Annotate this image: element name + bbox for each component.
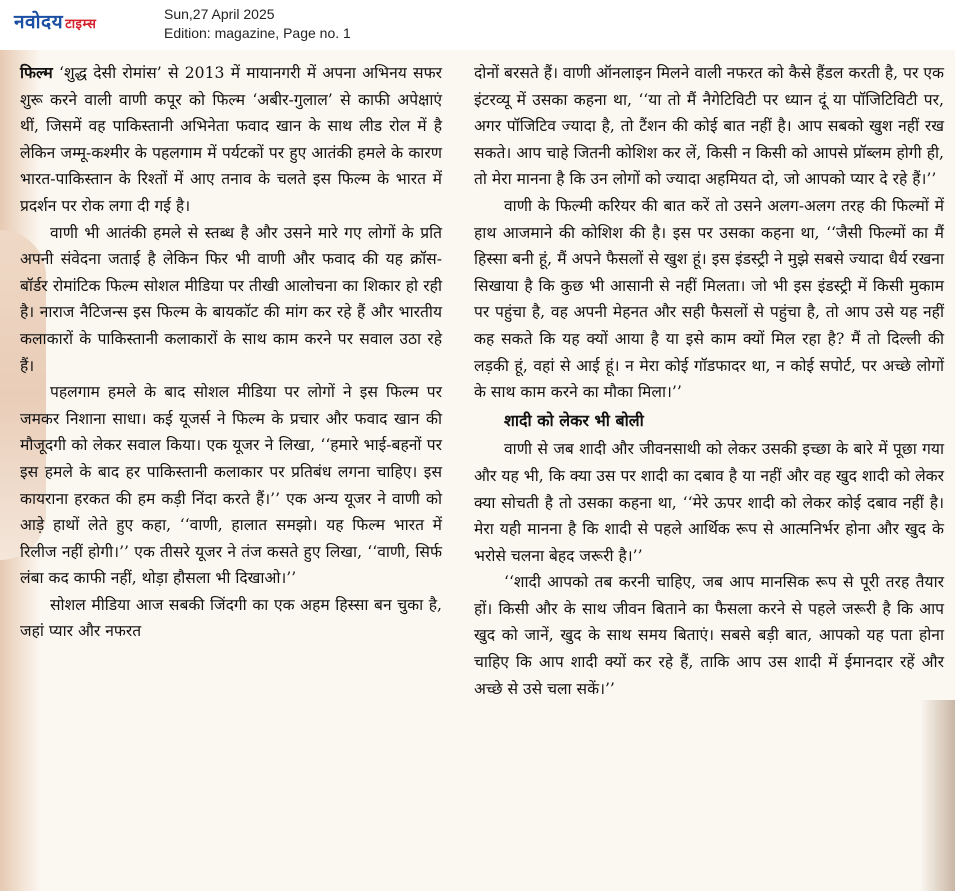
lead-word: फिल्म	[20, 63, 53, 82]
article-paragraph: पहलगाम हमले के बाद सोशल मीडिया पर लोगों ने इस फिल्म पर जमकर निशाना साधा। कई यूजर्स ने फिल्म के प्रचार और फवाद खान की मौजूदगी को लेकर सवाल किया। एक यूजर ने लिखा, ‘‘हमारे भाई-बहनों पर इस हमले के बाद हर पाकिस्तानी कलाकार पर प्रतिबंध लगना चाहिए। इस कायराना हरकत की हम कड़ी निंदा करते हैं।’’ एक अन्य यूजर ने वाणी को आड़े हाथों लेते हुए कहा, ‘‘वाणी, हालात समझो। यह फिल्म भारत में रिलीज नहीं होगी।’’ एक तीसरे यूजर ने तंज कसते हुए लिखा, ‘‘वाणी, सिर्फ लंबा कद काफी नहीं, थोड़ा हौसला भी दिखाओ।’’	[20, 383, 442, 588]
logo-main-text: नवोदय	[14, 11, 64, 33]
article-paragraph: दोनों बरसते हैं। वाणी ऑनलाइन मिलने वाली नफरत को कैसे हैंडल करती है, पर एक इंटरव्यू में उसका कहना था, ‘‘या तो मैं नैगेटिविटी पर ध्यान दूं या पॉजिटिविटी पर, अगर पॉजिटिव ज्यादा है, तो टैंशन की कोई बात नहीं है। आप सबको खुश नहीं रख सकते। आप चाहे जितनी कोशिश कर लें, किसी न किसी को आपसे प्रॉब्लम होगी ही, तो मेरा मानना है कि उन लोगों को ज्यादा अहमियत दो, जो आपको प्यार दे रहे हैं।’’	[474, 64, 944, 189]
article-paragraph: वाणी के फिल्मी करियर की बात करें तो उसने अलग-अलग तरह की फिल्मों में हाथ आजमाने की कोशिश की है। इस पर उसका कहना था, ‘‘जैसी फिल्मों का मैं हिस्सा बनी हूं, मैं अपने फैसलों से खुश हूं। इस इंडस्ट्री ने मुझे सबसे ज्यादा धैर्य रखना सिखाया है कि कुछ भी आसानी से नहीं मिलता। जो भी इस इंडस्ट्री में किसी मुकाम पर पहुंचा है, वह अपनी मेहनत और सही फैसलों से पहुंचा है, तो आप उसे यह नहीं कह सकते कि यह क्यों आया है या इसे काम क्यों मिल रहा है? मैं तो दिल्ली की लड़की हूं, वहां से आई हूं। न मेरा कोई गॉडफादर था, न कोई सपोर्ट, पर अच्छे लोगों के साथ काम करने का मौका मिला।’’	[474, 196, 944, 402]
article-column-right	[474, 60, 944, 702]
article-paragraph: वाणी से जब शादी और जीवनसाथी को लेकर उसकी इच्छा के बारे में पूछा गया और यह भी, कि क्या उस पर शादी का दबाव है या नहीं और वह खुद शादी को लेकर क्या सोचती है तो उसका कहना था, ‘‘मेरे ऊपर शादी को लेकर कोई दबाव नहीं है। मेरा यही मानना है कि शादी से पहले आर्थिक रूप से आत्मनिर्भर होना और खुद के भरोसे चलना बेहद जरूरी है।’’	[474, 440, 944, 565]
article-paragraph: सोशल मीडिया आज सबकी जिंदगी का एक अहम हिस्सा बन चुका है, जहां प्यार और नफरत	[20, 595, 442, 641]
background-photo-right	[920, 700, 955, 891]
publication-date: Sun,27 April 2025	[164, 6, 275, 22]
article-paragraph: फिल्म ‘शुद्ध देसी रोमांस’ से 2013 में मायानगरी में अपना अभिनय सफर शुरू करने वाली वाणी कपूर को फिल्म ‘अबीर-गुलाल’ से काफी अपेक्षाएं थीं, जिसमें वह पाकिस्तानी अभिनेता फवाद खान के साथ लीड रोल में है लेकिन जम्मू-कश्मीर के पहलगाम में पर्यटकों पर हुए आतंकी हमले के कारण भारत-पाकिस्तान के रिश्तों में आए तनाव के चलते इस फिल्म के भारत में प्रदर्शन पर रोक लगा दी गई है।	[20, 63, 442, 215]
section-subheading: शादी को लेकर भी बोली	[504, 410, 644, 430]
edition-page: Edition: magazine, Page no. 1	[164, 25, 351, 41]
article-paragraph: ‘‘शादी आपको तब करनी चाहिए, जब आप मानसिक रूप से पूरी तरह तैयार हों। किसी और के साथ जीवन बिताने का फैसला करने से पहले जरूरी है कि आप खुद को जानें, खुद के साथ समय बिताएं। सबसे बड़ी बात, आपको यह पता होना चाहिए कि आप शादी क्यों कर रहे हैं, ताकि आप उस शादी में ईमानदार रहें और अच्छे से उसे चला सकें।’’	[474, 573, 944, 698]
article-column-left	[20, 60, 442, 645]
logo-sub-text: टाइम्स	[65, 17, 97, 32]
edition-info	[164, 5, 351, 43]
masthead	[0, 0, 955, 50]
newspaper-logo[interactable]	[14, 8, 96, 34]
article-paragraph: वाणी भी आतंकी हमले से स्तब्ध है और उसने मारे गए लोगों के प्रति अपनी संवेदना जताई है लेकिन फिर भी वाणी और फवाद की यह क्रॉस-बॉर्डर रोमांटिक फिल्म सोशल मीडिया पर तीखी आलोचना का शिकार हो रही है। नाराज नैटिजन्स इस फिल्म के बायकॉट की मांग कर रहे हैं और भारतीय कलाकारों के पाकिस्तानी कलाकारों के साथ काम करने पर सवाल उठा रहे हैं।	[20, 223, 442, 375]
